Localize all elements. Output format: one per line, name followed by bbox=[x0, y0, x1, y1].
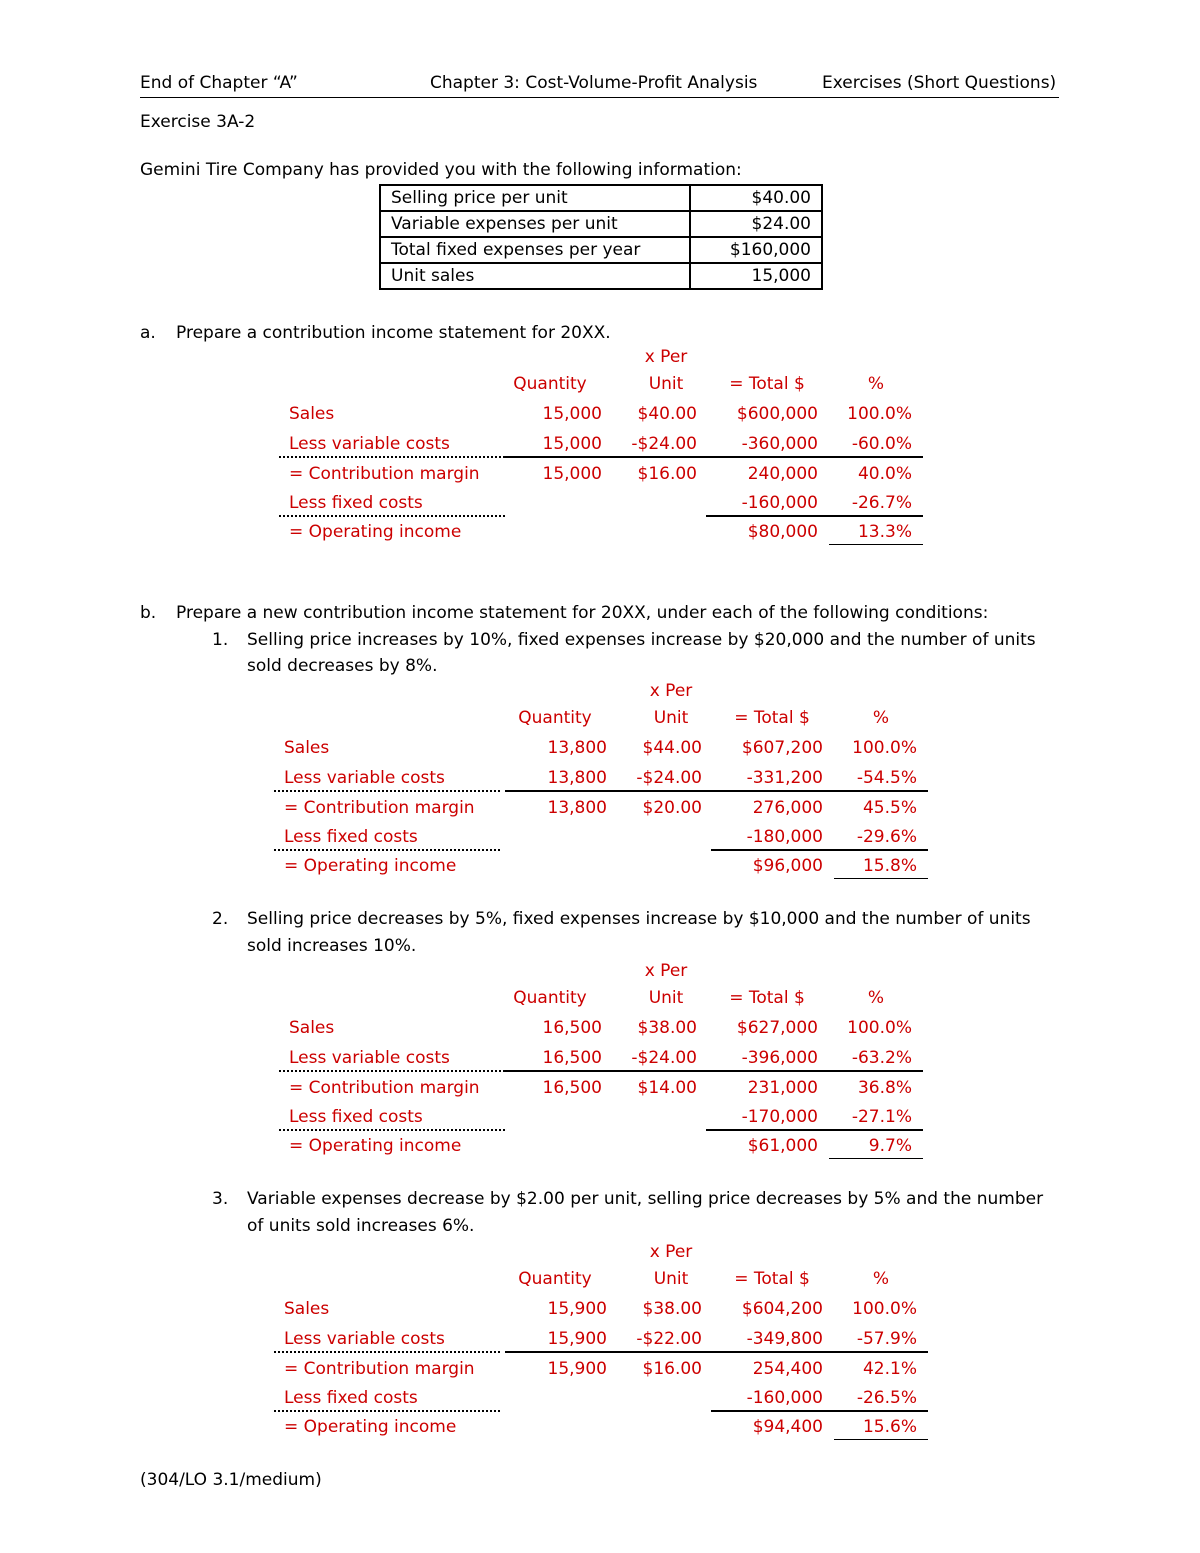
pct-value: -26.7% bbox=[851, 493, 912, 513]
col-header-per-unit: x Per bbox=[644, 961, 688, 981]
pct-value: -57.9% bbox=[856, 1329, 917, 1349]
per-unit-value: -$24.00 bbox=[636, 768, 702, 788]
table-row bbox=[380, 185, 822, 211]
pct-value: 45.5% bbox=[862, 798, 917, 818]
condition-3-marker: 3. bbox=[212, 1189, 229, 1209]
qty-value: 16,500 bbox=[542, 1078, 602, 1098]
rule-under-fixed bbox=[274, 849, 500, 851]
info-value: $160,000 bbox=[690, 237, 822, 263]
row-label-oi: = Operating income bbox=[284, 1417, 457, 1437]
pct-value: 42.1% bbox=[862, 1359, 917, 1379]
row-label-oi: = Operating income bbox=[289, 522, 462, 542]
info-label: Total fixed expenses per year bbox=[380, 237, 690, 263]
per-unit-value: $20.00 bbox=[642, 798, 702, 818]
col-header-per-unit: x Per bbox=[649, 1242, 693, 1262]
qty-value: 15,000 bbox=[542, 434, 602, 454]
qty-value: 15,900 bbox=[547, 1299, 607, 1319]
info-table bbox=[379, 184, 823, 290]
pct-value: 100.0% bbox=[847, 404, 912, 424]
footer-note: (304/LO 3.1/medium) bbox=[140, 1470, 322, 1490]
header-left: End of Chapter “A” bbox=[140, 73, 298, 93]
row-label-oi: = Operating income bbox=[284, 856, 457, 876]
pct-value: 9.7% bbox=[868, 1136, 912, 1156]
rule-variable-numbers bbox=[505, 1351, 928, 1353]
condition-3-line-2: of units sold increases 6%. bbox=[247, 1216, 475, 1236]
rule-under-fixed bbox=[274, 1410, 500, 1412]
row-label-less-fixed: Less fixed costs bbox=[289, 493, 423, 513]
pct-value: -26.5% bbox=[856, 1388, 917, 1408]
col-header-quantity: Quantity bbox=[513, 374, 587, 394]
total-value: 254,400 bbox=[752, 1359, 823, 1379]
row-label-sales: Sales bbox=[289, 404, 335, 424]
qty-value: 16,500 bbox=[542, 1018, 602, 1038]
total-value: $607,200 bbox=[741, 738, 823, 758]
col-header-pct: % bbox=[867, 988, 885, 1008]
pct-value: -54.5% bbox=[856, 768, 917, 788]
row-label-cm: = Contribution margin bbox=[289, 1078, 480, 1098]
info-label: Variable expenses per unit bbox=[380, 211, 690, 237]
pct-value: -60.0% bbox=[851, 434, 912, 454]
total-value: -331,200 bbox=[746, 768, 823, 788]
income-statement-2 bbox=[0, 961, 1200, 1161]
col-header-per-unit: x Per bbox=[644, 347, 688, 367]
qty-value: 13,800 bbox=[547, 768, 607, 788]
condition-1-marker: 1. bbox=[212, 630, 229, 650]
condition-2-marker: 2. bbox=[212, 909, 229, 929]
col-header-unit: Unit bbox=[653, 1269, 689, 1289]
total-value: $80,000 bbox=[747, 522, 818, 542]
qty-value: 15,900 bbox=[547, 1329, 607, 1349]
per-unit-value: $16.00 bbox=[637, 464, 697, 484]
row-label-less-var: Less variable costs bbox=[284, 768, 445, 788]
row-label-less-var: Less variable costs bbox=[289, 1048, 450, 1068]
rule-fixed-numbers bbox=[706, 515, 923, 517]
table-row bbox=[380, 211, 822, 237]
total-value: 240,000 bbox=[747, 464, 818, 484]
rule-under-variable bbox=[274, 1351, 500, 1353]
col-header-total: = Total $ bbox=[734, 1269, 810, 1289]
col-header-pct: % bbox=[872, 708, 890, 728]
qty-value: 15,000 bbox=[542, 464, 602, 484]
rule-under-variable bbox=[279, 1070, 505, 1072]
rule-under-variable bbox=[274, 790, 500, 792]
pct-value: 100.0% bbox=[852, 738, 917, 758]
condition-3-line-1: Variable expenses decrease by $2.00 per unit, selling price decreases by 5% and the number bbox=[247, 1189, 1044, 1209]
rule-variable-numbers bbox=[505, 790, 928, 792]
row-label-oi: = Operating income bbox=[289, 1136, 462, 1156]
row-label-cm: = Contribution margin bbox=[284, 798, 475, 818]
part-b-text: Prepare a new contribution income statement for 20XX, under each of the following conditions: bbox=[176, 603, 989, 623]
pct-value: 36.8% bbox=[857, 1078, 912, 1098]
row-label-less-var: Less variable costs bbox=[289, 434, 450, 454]
total-value: 231,000 bbox=[747, 1078, 818, 1098]
rule-fixed-numbers bbox=[711, 1410, 928, 1412]
rule-variable-numbers bbox=[505, 1070, 923, 1072]
col-header-quantity: Quantity bbox=[513, 988, 587, 1008]
part-b-marker: b. bbox=[140, 603, 157, 623]
total-value: $96,000 bbox=[752, 856, 823, 876]
pct-value: -27.1% bbox=[851, 1107, 912, 1127]
total-value: -396,000 bbox=[741, 1048, 818, 1068]
rule-under-fixed bbox=[279, 515, 505, 517]
row-label-less-fixed: Less fixed costs bbox=[284, 1388, 418, 1408]
part-a-text: Prepare a contribution income statement for 20XX. bbox=[176, 323, 611, 343]
pct-value: 40.0% bbox=[857, 464, 912, 484]
col-header-total: = Total $ bbox=[729, 374, 805, 394]
total-value: $94,400 bbox=[752, 1417, 823, 1437]
col-header-unit: Unit bbox=[648, 374, 684, 394]
qty-value: 13,800 bbox=[547, 738, 607, 758]
pct-value: -29.6% bbox=[856, 827, 917, 847]
rule-variable-numbers bbox=[505, 456, 923, 458]
col-header-quantity: Quantity bbox=[518, 1269, 592, 1289]
col-header-unit: Unit bbox=[648, 988, 684, 1008]
col-header-pct: % bbox=[872, 1269, 890, 1289]
info-label: Unit sales bbox=[380, 263, 690, 289]
per-unit-value: -$24.00 bbox=[631, 434, 697, 454]
row-label-less-var: Less variable costs bbox=[284, 1329, 445, 1349]
condition-2-line-1: Selling price decreases by 5%, fixed expenses increase by $10,000 and the number of units bbox=[247, 909, 1031, 929]
pct-value: 15.6% bbox=[862, 1417, 917, 1437]
rule-under-fixed bbox=[279, 1129, 505, 1131]
per-unit-value: $16.00 bbox=[642, 1359, 702, 1379]
total-value: -170,000 bbox=[741, 1107, 818, 1127]
col-header-per-unit: x Per bbox=[649, 681, 693, 701]
info-value: $24.00 bbox=[690, 211, 822, 237]
total-value: -160,000 bbox=[741, 493, 818, 513]
col-header-total: = Total $ bbox=[734, 708, 810, 728]
row-label-less-fixed: Less fixed costs bbox=[289, 1107, 423, 1127]
info-value: 15,000 bbox=[690, 263, 822, 289]
pct-value: 13.3% bbox=[857, 522, 912, 542]
per-unit-value: $44.00 bbox=[642, 738, 702, 758]
rule-oi-pct bbox=[829, 544, 923, 545]
col-header-quantity: Quantity bbox=[518, 708, 592, 728]
pct-value: 15.8% bbox=[862, 856, 917, 876]
pct-value: -63.2% bbox=[851, 1048, 912, 1068]
income-statement-1 bbox=[0, 681, 1200, 881]
rule-fixed-numbers bbox=[706, 1129, 923, 1131]
row-label-less-fixed: Less fixed costs bbox=[284, 827, 418, 847]
row-label-cm: = Contribution margin bbox=[289, 464, 480, 484]
total-value: $600,000 bbox=[736, 404, 818, 424]
total-value: -360,000 bbox=[741, 434, 818, 454]
income-statement-a bbox=[0, 347, 1200, 547]
total-value: $627,000 bbox=[736, 1018, 818, 1038]
pct-value: 100.0% bbox=[847, 1018, 912, 1038]
rule-oi-pct bbox=[829, 1158, 923, 1159]
per-unit-value: -$22.00 bbox=[636, 1329, 702, 1349]
header-center: Chapter 3: Cost-Volume-Profit Analysis bbox=[430, 73, 758, 93]
row-label-cm: = Contribution margin bbox=[284, 1359, 475, 1379]
rule-under-variable bbox=[279, 456, 505, 458]
row-label-sales: Sales bbox=[284, 738, 330, 758]
info-value: $40.00 bbox=[690, 185, 822, 211]
per-unit-value: $14.00 bbox=[637, 1078, 697, 1098]
header-right: Exercises (Short Questions) bbox=[822, 73, 1057, 93]
qty-value: 13,800 bbox=[547, 798, 607, 818]
per-unit-value: $40.00 bbox=[637, 404, 697, 424]
total-value: $604,200 bbox=[741, 1299, 823, 1319]
rule-oi-pct bbox=[834, 878, 928, 879]
per-unit-value: -$24.00 bbox=[631, 1048, 697, 1068]
header-rule bbox=[140, 97, 1059, 98]
condition-2-line-2: sold increases 10%. bbox=[247, 936, 417, 956]
col-header-unit: Unit bbox=[653, 708, 689, 728]
total-value: -160,000 bbox=[746, 1388, 823, 1408]
qty-value: 15,000 bbox=[542, 404, 602, 424]
exercise-title: Exercise 3A-2 bbox=[140, 112, 256, 132]
info-label: Selling price per unit bbox=[380, 185, 690, 211]
total-value: 276,000 bbox=[752, 798, 823, 818]
total-value: -349,800 bbox=[746, 1329, 823, 1349]
condition-1-line-2: sold decreases by 8%. bbox=[247, 656, 438, 676]
total-value: -180,000 bbox=[746, 827, 823, 847]
part-a-marker: a. bbox=[140, 323, 156, 343]
row-label-sales: Sales bbox=[284, 1299, 330, 1319]
table-row bbox=[380, 263, 822, 289]
row-label-sales: Sales bbox=[289, 1018, 335, 1038]
total-value: $61,000 bbox=[747, 1136, 818, 1156]
income-statement-3 bbox=[0, 1242, 1200, 1442]
per-unit-value: $38.00 bbox=[637, 1018, 697, 1038]
table-row bbox=[380, 237, 822, 263]
col-header-pct: % bbox=[867, 374, 885, 394]
condition-1-line-1: Selling price increases by 10%, fixed expenses increase by $20,000 and the number of units bbox=[247, 630, 1036, 650]
rule-oi-pct bbox=[834, 1439, 928, 1440]
pct-value: 100.0% bbox=[852, 1299, 917, 1319]
qty-value: 15,900 bbox=[547, 1359, 607, 1379]
intro-text: Gemini Tire Company has provided you with the following information: bbox=[140, 160, 742, 180]
col-header-total: = Total $ bbox=[729, 988, 805, 1008]
qty-value: 16,500 bbox=[542, 1048, 602, 1068]
rule-fixed-numbers bbox=[711, 849, 928, 851]
per-unit-value: $38.00 bbox=[642, 1299, 702, 1319]
